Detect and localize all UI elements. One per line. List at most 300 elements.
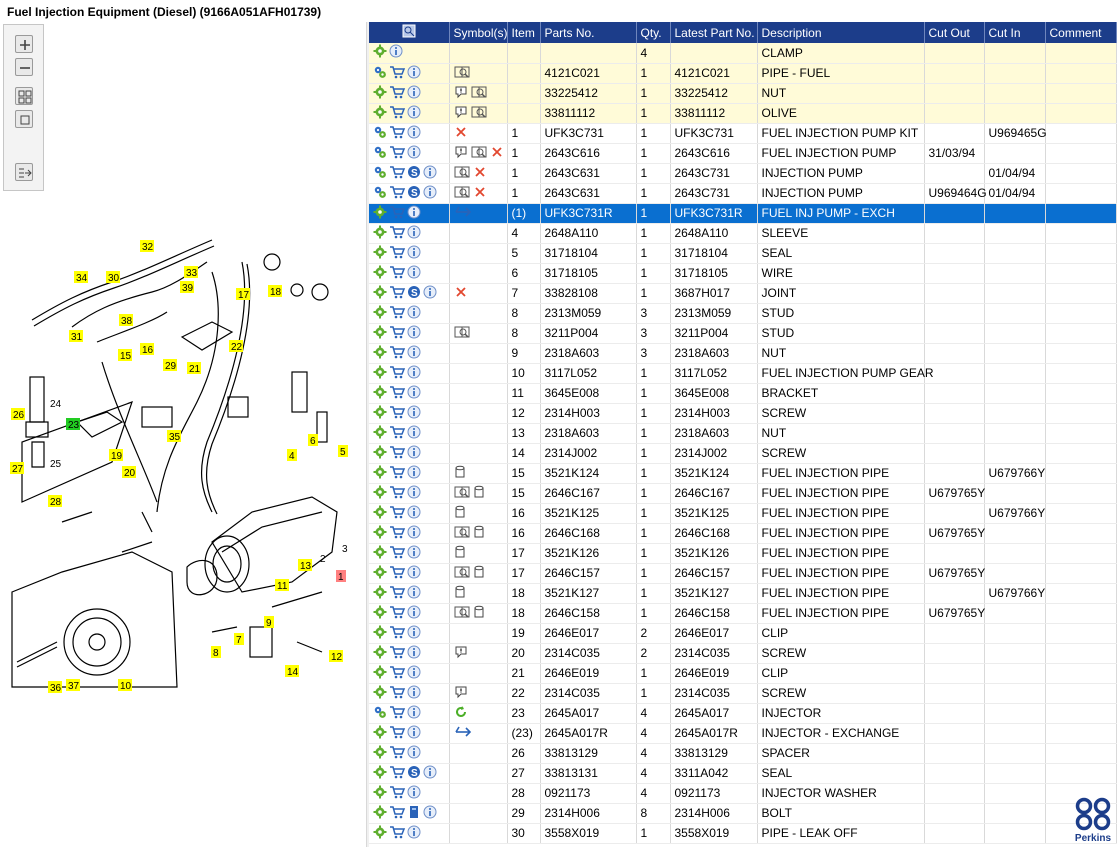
gear-icon[interactable] [373,545,387,562]
info-icon[interactable] [407,65,421,82]
callout-4[interactable] [287,449,297,462]
table-row[interactable] [369,263,1116,283]
column-header-parts-no[interactable]: Parts No. [540,22,636,43]
table-row[interactable] [369,63,1116,83]
callout-17[interactable] [236,288,250,301]
view-book-icon[interactable] [454,605,470,622]
cart-icon[interactable] [389,525,405,542]
gear-icon[interactable] [373,685,387,702]
column-header-description[interactable]: Description [757,22,924,43]
cell-qty: 1 [636,283,670,303]
view-book-icon[interactable] [454,565,470,582]
callout-22[interactable] [229,340,243,353]
info-icon[interactable] [423,765,437,782]
info-icon[interactable] [407,685,421,702]
cell-description: PIPE - LEAK OFF [757,823,924,843]
row-symbols [449,43,507,63]
gears-icon[interactable] [373,165,387,182]
gear-icon[interactable] [373,445,387,462]
reman-icon[interactable] [454,705,468,722]
callout-1[interactable] [336,570,346,583]
table-row[interactable] [369,623,1116,643]
table-row[interactable] [369,403,1116,423]
info-icon[interactable] [407,105,421,122]
table-row[interactable] [369,563,1116,583]
callout-13[interactable] [298,559,312,572]
table-row[interactable] [369,663,1116,683]
cart-icon[interactable] [389,285,405,302]
view-book-icon[interactable] [454,185,470,202]
cart-icon[interactable] [389,625,405,642]
table-row[interactable] [369,723,1116,743]
info-icon[interactable] [407,425,421,442]
gear-icon[interactable] [373,605,387,622]
cell-cut-out [924,283,984,303]
info-icon[interactable] [407,745,421,762]
cell-cut-in [984,103,1045,123]
callout-35[interactable] [167,430,181,443]
callout-6[interactable] [308,434,318,447]
callout-30[interactable] [106,271,120,284]
info-icon[interactable] [389,44,403,61]
svg-text:8: 8 [213,648,219,659]
cart-icon[interactable] [389,185,405,202]
cell-item: 19 [507,623,540,643]
cell-cut-in [984,723,1045,743]
cell-latest-part-no: 3311A042 [670,763,757,783]
cart-icon[interactable] [389,345,405,362]
cart-icon[interactable] [389,505,405,522]
info-icon[interactable] [407,345,421,362]
cart-icon[interactable] [389,165,405,182]
info-icon[interactable] [407,125,421,142]
cell-cut-out [924,243,984,263]
callout-27[interactable] [10,462,24,475]
cell-comment [1045,43,1116,63]
cell-cut-in [984,383,1045,403]
cart-icon[interactable] [389,125,405,142]
info-icon[interactable] [407,825,421,842]
gear-icon[interactable] [373,345,387,362]
gears-icon[interactable] [373,705,387,722]
note-icon[interactable] [454,145,468,162]
cell-latest-part-no: 2313M059 [670,303,757,323]
info-icon[interactable] [423,285,437,302]
svg-text:27: 27 [12,464,24,475]
cell-cut-out [924,623,984,643]
gear-icon[interactable] [373,105,387,122]
note-icon[interactable] [454,645,468,662]
table-row[interactable] [369,643,1116,663]
gear-icon[interactable] [373,205,387,222]
cell-cut-out [924,83,984,103]
row-symbols [449,683,507,703]
view-book-icon[interactable] [454,525,470,542]
table-row[interactable] [369,203,1116,223]
table-row[interactable] [369,683,1116,703]
callout-38[interactable] [119,314,133,327]
cart-icon[interactable] [389,485,405,502]
info-icon[interactable] [407,525,421,542]
gear-icon[interactable] [373,525,387,542]
table-row[interactable] [369,603,1116,623]
gear-icon[interactable] [373,44,387,61]
cell-description: WIRE [757,263,924,283]
table-row[interactable] [369,763,1116,783]
gear-icon[interactable] [373,265,387,282]
cart-icon[interactable] [389,745,405,762]
supersession-icon[interactable] [407,185,421,202]
cart-icon[interactable] [389,385,405,402]
info-icon[interactable] [407,625,421,642]
supersession-icon[interactable] [407,285,421,302]
gear-icon[interactable] [373,805,387,822]
table-row[interactable] [369,323,1116,343]
table-row[interactable] [369,463,1116,483]
cart-icon[interactable] [389,205,405,222]
table-row[interactable] [369,743,1116,763]
svg-text:15: 15 [120,351,132,362]
cell-cut-out [924,443,984,463]
cart-icon[interactable] [389,405,405,422]
cell-cut-out [924,703,984,723]
info-icon[interactable] [407,405,421,422]
column-header-cut-in[interactable]: Cut In [984,22,1045,43]
callout-20[interactable] [122,466,136,479]
cell-comment [1045,263,1116,283]
cart-icon[interactable] [389,65,405,82]
gear-icon[interactable] [373,225,387,242]
gears-icon[interactable] [373,65,387,82]
info-icon[interactable] [407,785,421,802]
view-book-icon[interactable] [471,145,487,162]
table-row[interactable] [369,443,1116,463]
zoom-out-icon[interactable] [15,58,33,76]
callout-7[interactable] [234,633,244,646]
gear-icon[interactable] [373,765,387,782]
table-row[interactable] [369,703,1116,723]
cart-icon[interactable] [389,805,405,822]
callout-12[interactable] [329,650,343,663]
cell-qty: 1 [636,663,670,683]
cart-icon[interactable] [389,325,405,342]
cell-qty: 2 [636,643,670,663]
cell-qty: 1 [636,563,670,583]
callout-37[interactable] [66,679,80,692]
callout-8[interactable] [211,646,221,659]
perkins-logo [1073,797,1113,845]
info-icon[interactable] [407,485,421,502]
table-row[interactable] [369,123,1116,143]
table-row[interactable] [369,823,1116,843]
info-icon[interactable] [407,265,421,282]
row-symbols [449,783,507,803]
cell-description: FUEL INJECTION PIPE [757,483,924,503]
cell-description: SCREW [757,443,924,463]
cell-cut-out [924,323,984,343]
cart-icon[interactable] [389,705,405,722]
gear-icon[interactable] [373,825,387,842]
table-row[interactable] [369,183,1116,203]
cell-latest-part-no: 3558X019 [670,823,757,843]
callout-10[interactable] [118,679,132,692]
note-icon[interactable] [454,685,468,702]
cell-item: 17 [507,563,540,583]
row-action-icons [369,183,449,203]
callout-11[interactable] [275,579,289,592]
cart-icon[interactable] [389,785,405,802]
gear-icon[interactable] [373,285,387,302]
view-book-icon[interactable] [454,485,470,502]
cell-description: OLIVE [757,103,924,123]
cell-description: FUEL INJECTION PIPE [757,503,924,523]
show-list-icon[interactable] [15,163,33,181]
cell-latest-part-no: 33225412 [670,83,757,103]
info-icon[interactable] [407,545,421,562]
callout-5[interactable] [338,445,348,458]
table-row[interactable] [369,523,1116,543]
callout-15[interactable] [118,349,132,362]
info-icon[interactable] [407,325,421,342]
cell-cut-in [984,83,1045,103]
info-icon[interactable] [407,365,421,382]
table-row[interactable] [369,143,1116,163]
cell-cut-in: U969465G [984,123,1045,143]
callout-labels [10,240,348,694]
fit-page-icon[interactable] [15,87,33,105]
info-icon[interactable] [407,305,421,322]
note-icon[interactable] [454,105,468,122]
cart-icon[interactable] [389,685,405,702]
cart-icon[interactable] [389,305,405,322]
cart-icon[interactable] [389,585,405,602]
callout-36[interactable] [48,681,62,694]
table-row[interactable] [369,423,1116,443]
cart-icon[interactable] [389,145,405,162]
cart-icon[interactable] [389,565,405,582]
cart-icon[interactable] [389,545,405,562]
view-book-icon[interactable] [454,65,470,82]
column-header-qty[interactable]: Qty. [636,22,670,43]
info-icon[interactable] [407,585,421,602]
info-icon[interactable] [407,225,421,242]
cart-icon[interactable] [389,465,405,482]
callout-3 [342,544,348,555]
supersession-icon[interactable] [407,165,421,182]
gear-icon[interactable] [373,725,387,742]
info-icon[interactable] [423,185,437,202]
gear-icon[interactable] [373,785,387,802]
callout-19[interactable] [109,449,123,462]
gear-icon[interactable] [373,365,387,382]
info-icon[interactable] [407,145,421,162]
table-row[interactable] [369,483,1116,503]
info-icon[interactable] [423,165,437,182]
svg-text:35: 35 [169,432,181,443]
column-header-comment[interactable]: Comment [1045,22,1116,43]
svg-text:11: 11 [277,581,288,592]
cart-icon[interactable] [389,765,405,782]
view-book-icon[interactable] [454,165,470,182]
cylinder-icon [454,505,466,522]
gear-icon[interactable] [373,665,387,682]
cell-qty: 8 [636,803,670,823]
note-icon[interactable] [454,85,468,102]
cart-icon[interactable] [389,725,405,742]
callout-34[interactable] [74,271,88,284]
table-row[interactable] [369,803,1116,823]
cell-latest-part-no: 4121C021 [670,63,757,83]
cell-qty: 1 [636,503,670,523]
gears-icon[interactable] [373,145,387,162]
cell-qty: 4 [636,723,670,743]
column-header-cut-out[interactable]: Cut Out [924,22,984,43]
callout-33[interactable] [184,266,198,279]
callout-28[interactable] [48,495,62,508]
exchange-icon[interactable] [454,205,474,222]
cart-icon[interactable] [389,425,405,442]
cart-icon[interactable] [389,445,405,462]
cart-icon[interactable] [389,105,405,122]
callout-29[interactable] [163,359,177,372]
table-row[interactable] [369,383,1116,403]
document-icon[interactable] [407,805,421,822]
view-book-icon[interactable] [454,325,470,342]
view-book-icon[interactable] [471,105,487,122]
cart-icon[interactable] [389,645,405,662]
callout-32[interactable] [140,240,154,253]
callout-18[interactable] [268,285,282,298]
gears-icon[interactable] [373,125,387,142]
gear-icon[interactable] [373,505,387,522]
cart-icon[interactable] [389,365,405,382]
table-row[interactable] [369,163,1116,183]
info-icon[interactable] [407,665,421,682]
cell-description: FUEL INJECTION PIPE [757,523,924,543]
zoom-in-icon[interactable] [15,35,33,53]
column-header-latest-part-no[interactable]: Latest Part No. [670,22,757,43]
table-row[interactable] [369,783,1116,803]
table-row[interactable] [369,503,1116,523]
info-icon[interactable] [407,645,421,662]
info-icon[interactable] [407,705,421,722]
table-row[interactable] [369,243,1116,263]
gear-icon[interactable] [373,585,387,602]
row-symbols [449,363,507,383]
cart-icon[interactable] [389,225,405,242]
callout-39[interactable] [180,281,194,294]
cart-icon[interactable] [389,825,405,842]
info-icon[interactable] [407,385,421,402]
gear-icon[interactable] [373,305,387,322]
info-icon[interactable] [407,85,421,102]
info-icon[interactable] [407,565,421,582]
column-header-icons[interactable] [369,22,449,43]
callout-9[interactable] [264,616,274,629]
row-action-icons [369,643,449,663]
not-available-icon [490,145,504,162]
actual-size-icon[interactable] [15,110,33,128]
info-icon[interactable] [407,445,421,462]
cart-icon[interactable] [389,265,405,282]
gear-icon[interactable] [373,385,387,402]
cell-part-no: 2314H003 [540,403,636,423]
svg-text:9: 9 [266,618,272,629]
zoom-toolbar [3,24,44,191]
gear-icon[interactable] [373,425,387,442]
gear-icon[interactable] [373,645,387,662]
cell-description: FUEL INJECTION PIPE [757,603,924,623]
gear-icon[interactable] [373,485,387,502]
cart-icon[interactable] [389,665,405,682]
info-icon[interactable] [407,205,421,222]
callout-21[interactable] [187,362,201,375]
info-icon[interactable] [423,805,437,822]
cell-item: 16 [507,503,540,523]
callout-26[interactable] [11,408,25,421]
exchange-icon[interactable] [454,725,474,742]
info-icon[interactable] [407,465,421,482]
column-header-item[interactable]: Item [507,22,540,43]
table-row[interactable] [369,583,1116,603]
info-icon[interactable] [407,605,421,622]
table-row[interactable] [369,103,1116,123]
table-row[interactable] [369,303,1116,323]
info-icon[interactable] [407,725,421,742]
column-header-symbols[interactable]: Symbol(s) [449,22,507,43]
gears-icon[interactable] [373,185,387,202]
gear-icon[interactable] [373,625,387,642]
gear-icon[interactable] [373,405,387,422]
filter-view-icon[interactable] [402,24,416,38]
exploded-parts-diagram[interactable] [2,212,364,694]
table-row[interactable] [369,363,1116,383]
callout-14[interactable] [285,665,299,678]
gear-icon[interactable] [373,565,387,582]
cart-icon[interactable] [389,85,405,102]
info-icon[interactable] [407,245,421,262]
supersession-icon[interactable] [407,765,421,782]
callout-31[interactable] [69,330,83,343]
callout-16[interactable] [140,343,154,356]
gear-icon[interactable] [373,745,387,762]
cell-qty: 1 [636,603,670,623]
gear-icon[interactable] [373,85,387,102]
cell-item: (1) [507,203,540,223]
cell-item: 6 [507,263,540,283]
table-row[interactable] [369,343,1116,363]
cart-icon[interactable] [389,605,405,622]
cell-latest-part-no: 2643C616 [670,143,757,163]
svg-text:37: 37 [68,681,80,692]
gear-icon[interactable] [373,245,387,262]
table-row[interactable] [369,283,1116,303]
table-row[interactable] [369,43,1116,63]
view-book-icon[interactable] [471,85,487,102]
row-action-icons [369,383,449,403]
row-symbols [449,103,507,123]
cart-icon[interactable] [389,245,405,262]
cell-description: CLIP [757,663,924,683]
info-icon[interactable] [407,505,421,522]
table-row[interactable] [369,543,1116,563]
table-row[interactable] [369,83,1116,103]
gear-icon[interactable] [373,325,387,342]
table-row[interactable] [369,223,1116,243]
gear-icon[interactable] [373,465,387,482]
cell-cut-out [924,823,984,843]
callout-23[interactable] [66,418,80,431]
